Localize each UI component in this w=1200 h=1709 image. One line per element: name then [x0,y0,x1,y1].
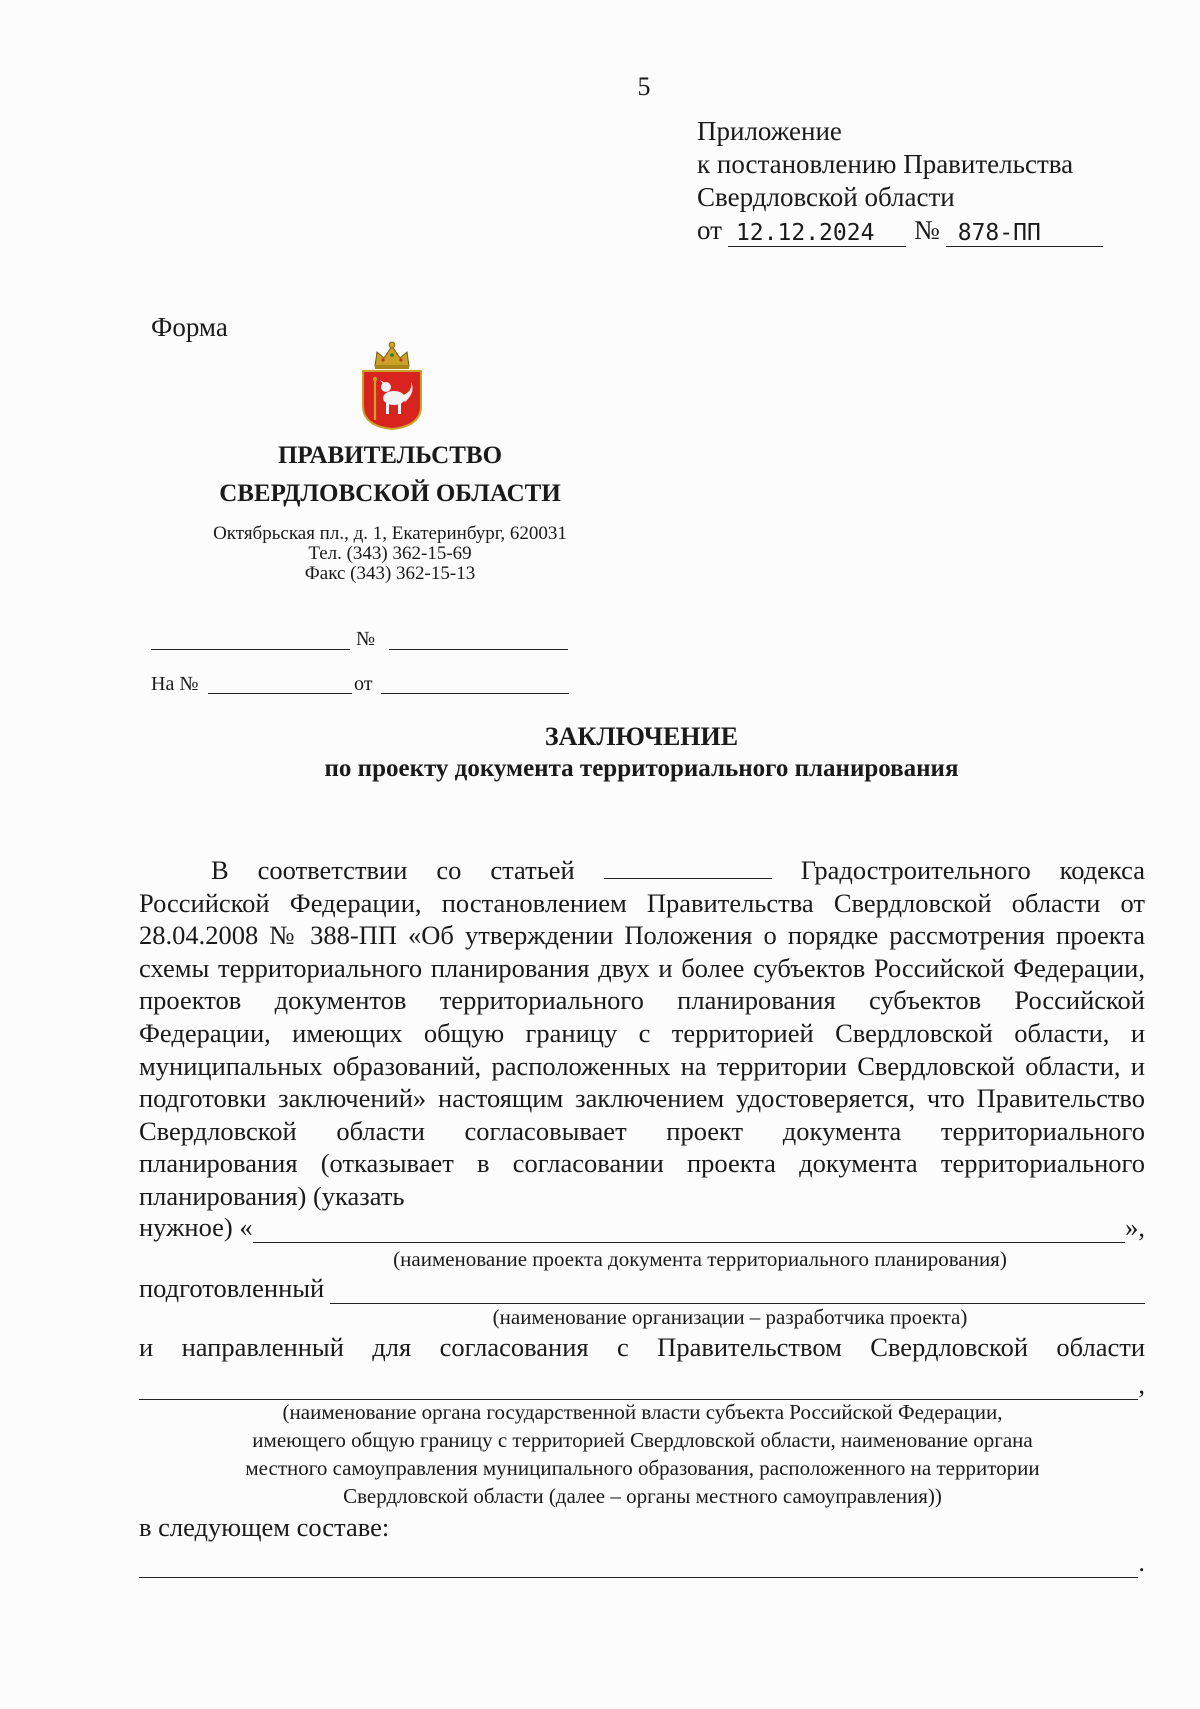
caption-organization: (наименование организации – разработчика проекта) [492,1305,968,1329]
article-blank-line [604,858,772,879]
prepared-line [330,1277,1145,1304]
coat-of-arms-icon [361,340,423,430]
authority-row [139,1369,1145,1400]
government-line-2: СВЕРДЛОВСКОЙ ОБЛАСТИ [219,480,561,507]
caption-authority [150,1398,1135,1510]
registration-number-line [389,649,568,650]
composition-label: в следующем составе: [139,1512,390,1542]
appendix-block [697,115,1117,247]
conclusion-title: ЗАКЛЮЧЕНИЕ [544,722,739,751]
caption-authority-line-3: местного самоуправления муниципального образования, расположенного на территории [245,1456,1040,1480]
caption-authority-line-1: (наименование органа государственной власти субъекта Российской Федерации, [282,1400,1003,1424]
address-line-1: Октябрьская пл., д. 1, Екатеринбург, 620031 [213,523,567,544]
reply-number-line [208,693,352,694]
appendix-line-2: к постановлению Правительства [697,149,1074,179]
reply-date-line [381,693,569,694]
address-fax: Факс (343) 362-15-13 [304,563,476,584]
caption-project-name: (наименование проекта документа территориального планирования) [393,1247,1007,1271]
composition-row [139,1547,1145,1578]
appendix-date-prefix: от [697,215,722,245]
registration-date-line [151,649,350,650]
caption-authority-line-2: имеющего общую границу с территорией Свердловской области, наименование органа [252,1428,1033,1452]
paragraph-start: В соответствии со статьей [211,855,575,885]
sent-line: и направленный для согласования с Правительством Свердловской области [139,1332,1145,1362]
reply-from-label: от [354,673,373,695]
needed-suffix: », [1125,1212,1145,1242]
appendix-number-sign: № [913,215,940,245]
registration-number-sign: № [356,628,376,650]
needed-prefix: нужное) « [139,1212,253,1242]
caption-authority-line-4: Свердловской области (далее – органы местного самоуправления)) [343,1484,942,1508]
appendix-line-3: Свердловской области [697,182,955,212]
authority-suffix: , [1138,1369,1145,1399]
address-block [150,524,630,584]
prepared-label: подготовленный [139,1273,325,1303]
authority-line [139,1373,1138,1400]
conclusion-subtitle: по проекту документа территориального планирования [324,755,959,782]
main-paragraph [139,854,1145,1213]
crown-icon [375,342,409,369]
composition-suffix: . [1138,1547,1145,1577]
paragraph-rest: Градостроительного кодекса Российской Федерации, постановлением Правительства Свердловской области от 28.04.2008 № 388-ПП «Об утверждении Положения о порядке рассмотрения проекта схемы территориального планирования двух и более субъектов Российской Федерации, проектов документов территориального планирования субъектов Российской Федерации, имеющих общую границу с территорией Свердловской области, и муниципальных образований, расположенных на территории Свердловской области, и подготовки заключений» настоящим заключением удостоверяется, что Правительство Свердловской области согласовывает проект документа территориального планирования (отказывает в согласовании проекта документа территориального планирования) (указать [139,855,1146,1211]
appendix-line-1: Приложение [697,116,842,146]
appendix-date-value: 12.12.2024 [728,220,906,247]
page-number: 5 [637,72,651,101]
project-name-line [253,1216,1126,1243]
project-name-row [139,1212,1145,1243]
form-label: Форма [151,312,228,342]
reply-number-label: На № [151,673,199,695]
prepared-row [139,1273,1145,1304]
government-line-1: ПРАВИТЕЛЬСТВО [277,442,503,469]
appendix-number-value: 878-ПП [946,220,1103,247]
composition-line [139,1551,1138,1578]
government-title [150,437,630,513]
address-phone: Тел. (343) 362-15-69 [308,543,472,564]
appendix-date-row [697,214,1117,247]
